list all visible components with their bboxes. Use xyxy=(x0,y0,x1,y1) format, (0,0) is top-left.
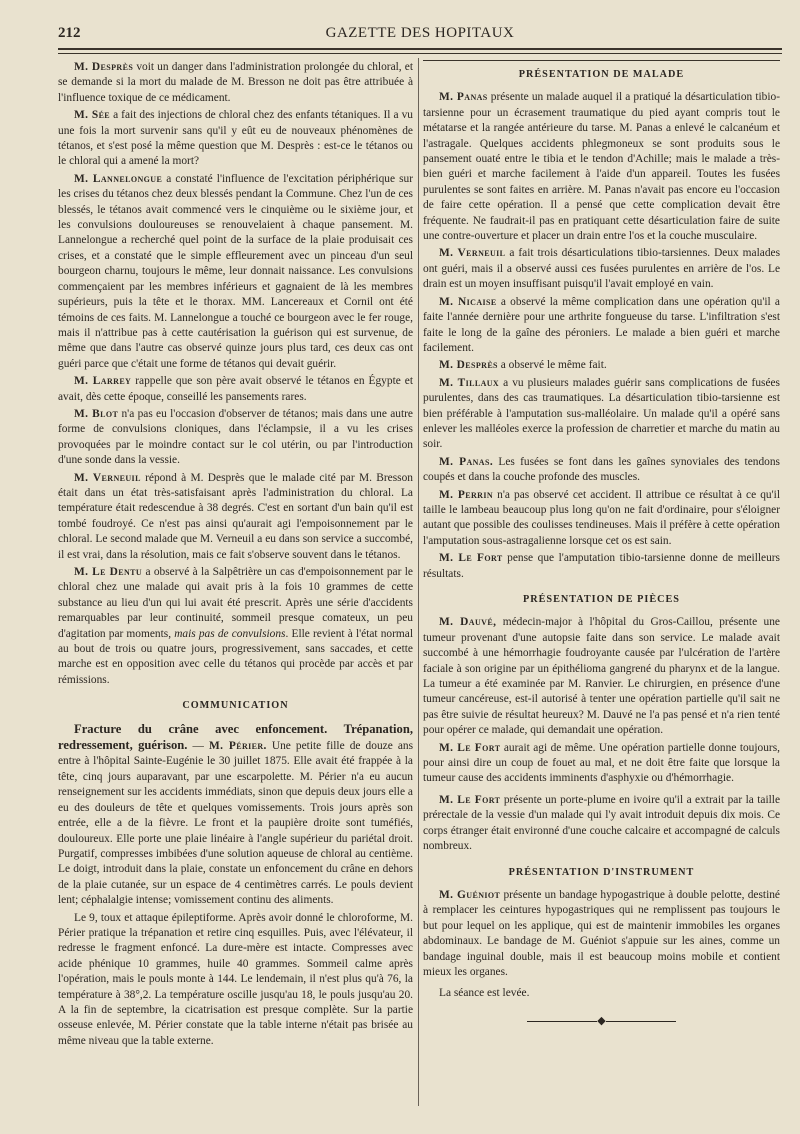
paragraph xyxy=(423,295,780,357)
article-author: M. Périer. xyxy=(208,740,267,753)
paragraph xyxy=(423,358,780,373)
paragraph xyxy=(58,60,413,106)
left-column xyxy=(58,60,413,1114)
paragraph-text: a fait trois désarticulations tibio-tarsiennes. Deux malades ont guéri, mais il a observé aussi ces fusées purulentes en arrière de l'os. Le drain est un moyen insuffisant puisqu'il l'avait employé en vain. xyxy=(423,247,781,291)
paragraph-text: pense que l'amputation tibio-tarsienne donne de meilleurs résultats. xyxy=(423,552,780,580)
end-ornament xyxy=(423,1014,780,1029)
paragraph xyxy=(423,90,780,244)
ornament-diamond-icon: ◆ xyxy=(597,1014,606,1027)
speaker-name: M. Dauvé, xyxy=(439,616,497,629)
paragraph-text: aurait agi de même. Une opération partielle donne toujours, pour ainsi dire un coup de fouet au mal, et ne doit être faite que lorsque la tumeur cause des accidents imminents d'asphyxie ou d'hémorrhagie. xyxy=(423,741,781,785)
speaker-name: M. Panas xyxy=(439,91,488,104)
paragraph xyxy=(423,455,780,486)
ornament-line-right xyxy=(606,1021,676,1022)
speaker-name: M. Le Dentu xyxy=(74,566,143,578)
paragraph-text: présente un porte-plume en ivoire qu'il a extrait par la taille prérectale de la vessie d'un malade qui l'y avait introduit depuis dix mois. Ce corps étranger était environné d'une couche calcaire et accompagné de calculs nombreux. xyxy=(423,793,780,853)
right-column xyxy=(423,60,780,1114)
header-rule-thin xyxy=(58,53,782,54)
paragraph xyxy=(423,888,780,980)
paragraph-text: répond à M. Desprès que le malade cité par M. Bresson était dans un état très-satisfaisant après l'administration du chloral. La température était redescendue à 38 degrés. C'est en sortant d'un bain qu'il est tombé foudroyé. Ce n'est pas ainsi qu'aurait agi l'empoisonnement par le chloral. Le second malade que M. Verneuil a eu dans son service a succombé, il est vrai, dans la résolution, mais ce fait s'observe souvent dans le tétanos. xyxy=(58,471,413,561)
section-heading-instrument: PRÉSENTATION D'INSTRUMENT xyxy=(508,866,695,878)
paragraph xyxy=(58,565,413,688)
speaker-name: M. Lannelongue xyxy=(74,172,163,185)
header-rule xyxy=(58,48,782,50)
paragraph xyxy=(423,551,780,582)
section-heading-communication: COMMUNICATION xyxy=(182,700,289,712)
paragraph-text: rappelle que son père avait observé le tétanos en Égypte et avait, dès cette époque, conseillé les pansements rares. xyxy=(58,375,414,403)
speaker-name: M. Le Fort xyxy=(439,793,501,806)
paragraph-text: Une petite fille de douze ans entre à l'hôpital Sainte-Eugénie le 30 juillet 1875. Elle avait été frappée à la tête, cinq jours auparavant, par une escarpolette. M. Périer n'a eu aucun renseignement sur les accidents immédiats, sinon que depuis deux jours elle a eu des douleurs de tête et quelques vomissements. Trois jours après son entrée, elle a de la fièvre. Le front et la paupière droite sont tuméfiés, douloureux. Elle porte une plaie linéaire à l'angle supérieur du pariétal droit. Purgatif, compresses imbibées d'une solution aqueuse de chloral au centième. Le doigt, introduit dans la plaie, constate un enfoncement du crâne en dehors de la plaie cutanée, sur un espace de 4 centimètres carrés. Le pouls devient lent; céphalalgie intense; vomissement continu des aliments. xyxy=(58,740,414,907)
speaker-name: M. Panas. xyxy=(439,455,494,468)
italic-text: mais pas de convulsions xyxy=(174,627,286,640)
paragraph-text: . Elle revient à l'état normal au bout de trois ou quatre jours, progressivement, sans saccades, et cette marche est en opposition avec celle du tétanos qui procède par accès et par rémissions. xyxy=(58,627,414,686)
speaker-name: M. Perrin xyxy=(439,488,494,501)
paragraph-text: a constaté l'influence de l'excitation périphérique sur les crises du tétanos chez deux blessés pendant la Commune. Chez l'un de ces blessés, le tétanos avait commencé vers le cinquième ou le sixième jour, et les convulsions douloureuses se renouvelaient à chaque pansement. M. Lannelongue a recherché quel point de la surface de la plaie produisait ces crises, et a constaté que le simple effleurement avec un pinceau d'un seul bourgeon charnu, toujours le même, leur donnait naissance. Les convulsions commençaient par les membres inférieurs et gagnaient de là les membres supérieurs, puis la tête et le thorax. MM. Lancereaux et Cornil ont été témoins de ces faits. M. Lannelongue a touché ce bourgeon avec le fer rouge, mais il n'attribue pas à cette cautérisation la guérison qui est survenue, de même que dans l'autre cas observé quinze jours plus tard, ces deux cas ont guéri parce que c'était une forme de tétanos qui devait guérir. xyxy=(58,172,413,370)
paragraph-text: voit un danger dans l'administration prolongée du chloral, et se demande si la mort du malade de M. Bresson ne doit pas être attribuée à l'influence toxique de ce médicament. xyxy=(58,61,413,104)
paragraph-text: Les fusées se font dans les gaînes synoviales des tendons coupés et dans la couche profonde des muscles. xyxy=(423,455,780,484)
article-dash: — xyxy=(187,740,209,753)
paragraph xyxy=(58,172,413,372)
paragraph-text: n'a pas observé cet accident. Il attribue ce résultat à ce qu'il taille le lambeau beaucoup plus long qu'on ne fait d'ordinaire, pour s'éloigner autant que possible des coulisses tendineuses. Mais il préfère à cette opération l'amputation sous-astragalienne lorsque cet os est sain. xyxy=(423,488,780,547)
speaker-name: M. Verneuil xyxy=(74,471,141,484)
paragraph-text: a observé la même complication dans une opération qu'il a faite l'année dernière pour une arthrite fongueuse du tarse. L'infiltration s'est faite le long de la gaîne des péroniers. Le malade a bien guéri et marche facilement. xyxy=(423,295,780,354)
speaker-name: M. Blot xyxy=(74,407,119,420)
section-heading-malade: PRÉSENTATION DE MALADE xyxy=(518,69,685,80)
speaker-name: M. Guéniot xyxy=(439,888,501,901)
paragraph-text: a observé à la Salpêtrière un cas d'empoisonnement par le chloral chez une malade qui avait pris à la fois 10 grammes de cette substance au lieu d'un qui lui avait été prescrit. Après une série d'accidents remarquables par leur continuité, sommeil presque comateux, un peu d'agitation par moments, xyxy=(58,566,413,640)
paragraph xyxy=(58,471,413,563)
speaker-name: M. Tillaux xyxy=(439,376,500,389)
closing-line: La séance est levée. xyxy=(439,987,530,1000)
paragraph xyxy=(58,407,413,469)
paragraph-text: n'a pas eu l'occasion d'observer de tétanos; mais dans une autre forme de convulsions cloniques, dans l'éclampsie, il a vu les crises provoquées par le moindre contact sur le col utérin, ou par l'introduction d'une sonde dans la vessie. xyxy=(58,407,413,467)
section-rule xyxy=(423,60,780,61)
paragraph xyxy=(423,488,780,550)
speaker-name: M. Larrey xyxy=(74,375,132,388)
paragraph xyxy=(58,374,413,405)
paragraph: Le 9, toux et attaque épileptiforme. Après avoir donné le chloroforme, M. Périer pratique la trépanation et retire cinq esquilles. Puis, avec l'élévateur, il redresse le fragment enfoncé. La dure-mère est intacte. Compresses avec acide phénique 10 grammes, huile 40 grammes. Sommeil calme après l'opération, mais le pouls monte à 144. Le lendemain, il n'est plus qu'à 76, la température à 38°,2. La température oscille jusqu'au 18, le pouls jusqu'au 20. A la fin de septembre, la cicatrisation est presque complète. Sur la partie osseuse enlevée, M. Périer constate que la table interne n'était pas brisée au même niveau que la table externe. xyxy=(58,911,413,1047)
paragraph xyxy=(423,376,780,453)
speaker-name: M. Desprès xyxy=(439,359,498,372)
page-header xyxy=(58,20,782,44)
paragraph xyxy=(423,793,780,855)
paragraph-text: a fait des injections de chloral chez des enfants tétaniques. Il a vu une fois la mort survenir sans qu'il y eût eu de nouveaux phénomènes de tétanos, et s'est posé la même question que M. Desprès : est-ce le tétanos ou le chloral qui a amené la mort? xyxy=(58,109,413,168)
paragraph xyxy=(58,108,413,170)
paragraph-text: a observé le même fait. xyxy=(497,359,607,372)
speaker-name: M. Nicaise xyxy=(439,295,497,308)
speaker-name: M. Desprès xyxy=(74,61,134,73)
journal-title: GAZETTE DES HOPITAUX xyxy=(325,25,515,41)
page-number: 212 xyxy=(58,25,81,41)
paragraph-text: présente un malade auquel il a pratiqué la désarticulation tibio-tarsienne pour un écrasement traumatique du pied ayant compris tout le métatarse et la rangée antérieure du tarse. M. Panas a enlevé le calcanéum et l'astragale. Quelques accidents phlegmoneux se sont produits sous le pansement ouaté entre le tibia et le tendon d'Achille; mais le malade a très-bien guéri et marche facilement à l'aide d'un appareil. Toutes les fusées purulentes se sont faites en arrière. M. Panas n'avait pas encore eu l'occasion de faire cette opération. Il a pensé que cette complication devait être fréquente. Ne faudrait-il pas en pratiquant cette désarticulation faire de suite une contre-ouverture et placer un drain entre l'os et la couche musculaire. xyxy=(423,91,780,243)
speaker-name: M. Verneuil xyxy=(439,247,506,260)
section-heading-pieces: PRÉSENTATION DE PIÈCES xyxy=(523,594,680,605)
paragraph xyxy=(423,246,780,292)
paragraph xyxy=(423,741,780,787)
ornament-line-left xyxy=(527,1021,597,1022)
paragraph-text: présente un bandage hypogastrique à double pelotte, destiné à remplacer les ceintures hypogastriques qui ne remplissent pas toujours le but pour lequel on les applique, qui est de maintenir immobiles les organes abdominaux. Le bandage de M. Guéniot s'appuie sur les aines, comme un bandage inguinal double, mais il est beaucoup moins mobile et contient mieux les organes. xyxy=(423,888,780,978)
article-first-paragraph xyxy=(58,722,413,909)
paragraph-text: a vu plusieurs malades guérir sans complications de fusées purulentes, dans des cas traumatiques. La désarticulation tibio-tarsienne est bien préférable à l'amputation sus-malléolaire. Un malade qu'il a opéré sans enlever les malléoles exerce la profession de charretier et marche du matin au soir. xyxy=(423,376,780,451)
column-divider xyxy=(418,58,419,1106)
article-title: Fracture du crâne avec enfoncement. Trépanation, redressement, guérison. xyxy=(58,721,413,753)
paragraph xyxy=(423,615,780,738)
speaker-name: M. Sée xyxy=(74,109,111,122)
speaker-name: M. Le Fort xyxy=(439,741,501,754)
speaker-name: M. Le Fort xyxy=(439,552,503,565)
paragraph-text: médecin-major à l'hôpital du Gros-Caillou, présente une tumeur provenant d'une autopsie faite dans son service. Le malade avait succombé à une hémorrhagie foudroyante causée par l'ulcération de l'artère faciale à son origine par un épithélioma gangrené du pharynx et de la langue. La tumeur a été examinée par M. Ranvier. Le chirurgien, en présence d'une tumeur cancéreuse, est-il autorisé à tenter une opération partielle qu'il sait ne pas être suivie de résultat heureux? M. Dauvé ne l'a pas pensé et n'a rien tenté pour opérer ce malade, qui demandait une opération. xyxy=(423,616,780,737)
